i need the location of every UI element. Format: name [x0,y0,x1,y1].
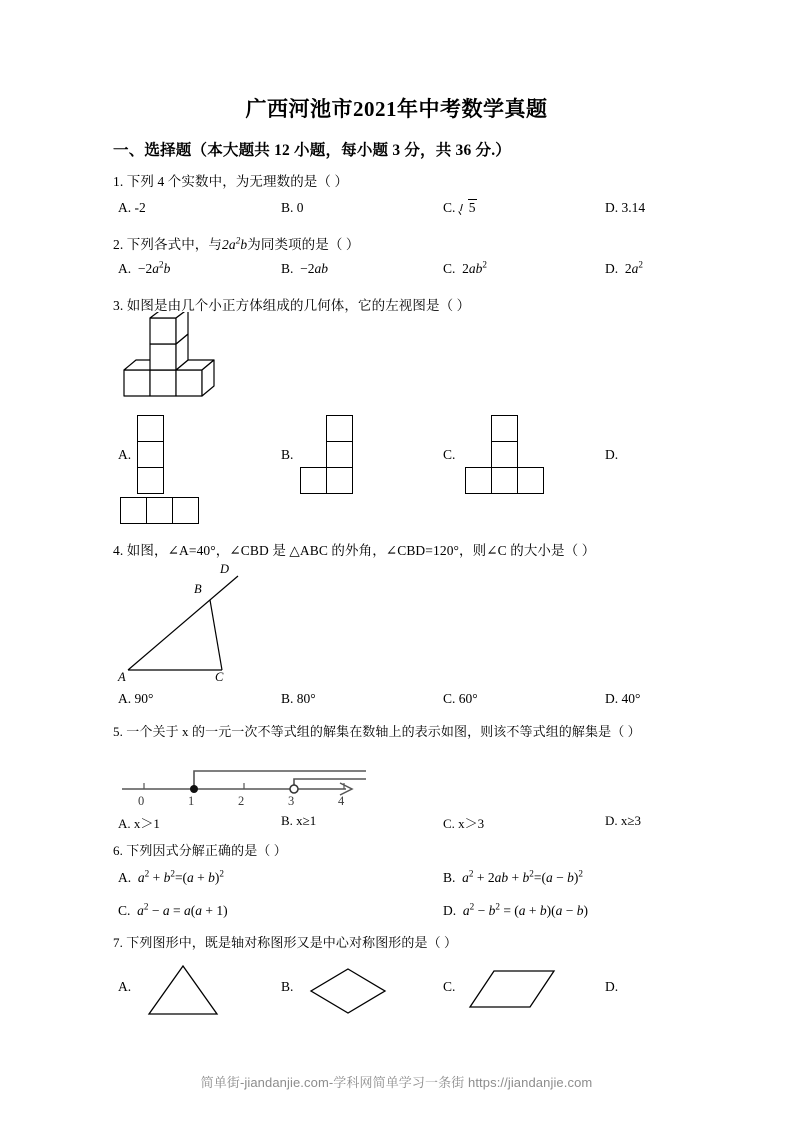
option-letter: B. [281,200,294,215]
option-letter: D. [605,813,618,828]
option-value: $2ab^2$ [458,259,487,276]
stem-expression [222,237,247,252]
triangle-icon [145,962,221,1020]
page-title: 广西河池市2021年中考数学真题 [245,97,548,121]
question-2-stem [113,233,360,253]
closed-endpoint-dot [190,785,198,793]
question-1-option-a [118,200,146,216]
question-2-option-d [605,261,643,277]
grid-cell [491,467,518,494]
question-7-option-d-label: D. [605,979,619,994]
question-2-option-b [281,261,328,277]
section-heading: 一、选择题（本大题共 12 小题，每小题 3 分，共 36 分.） [113,142,511,159]
tick-label-4: 4 [338,794,345,808]
question-7-stem: 7. 下列图形中，既是轴对称图形又是中心对称图形的是（ ） [113,935,458,950]
vertex-label-c: C [215,670,224,684]
parallelogram-icon [468,965,558,1013]
open-endpoint-circle [290,785,298,793]
stem-expr-exponent: 2 [235,235,241,246]
vertex-label-d: D [220,562,230,576]
option-value: −2ab [296,261,329,276]
option-letter: C. [443,691,456,706]
question-3-option-b-label: B. [281,447,294,462]
option-letter: C. [443,261,456,276]
option-value: x≥3 [620,813,642,828]
option-value: $a^2 - a = a(a + 1)$ [137,901,228,918]
question-7-shape-triangle [145,962,221,1025]
question-3-option-c-label: C. [443,447,456,462]
grid-cell [137,467,164,494]
question-5-option-a [118,813,160,832]
question-6-option-d [443,903,588,919]
question-4-triangle-figure [112,560,287,690]
grid-cell [326,467,353,494]
stem-text-post: 为同类项的是（ ） [247,237,360,252]
question-6-option-a [118,870,224,886]
vertex-label-a: A [118,670,126,684]
option-letter: C. [118,903,131,918]
question-5-option-c [443,813,484,832]
grid-cell [326,441,353,468]
grid-cell [137,415,164,442]
question-3-solid-figure [118,312,238,409]
question-1-option-b [281,200,304,216]
option-letter: D. [443,903,457,918]
question-7-option-c-label: C. [443,979,456,994]
question-7-shape-rhombus [307,965,389,1022]
grid-cell [172,497,199,524]
question-2-option-c [443,261,487,277]
option-letter: B. [443,870,456,885]
option-letter: B. [281,813,293,828]
option-value: $-2a^2b$ [134,259,171,276]
option-value: $a^2 + b^2=(a + b)^2$ [137,868,225,885]
option-letter: B. [281,261,294,276]
question-5-option-b [281,813,316,829]
option-value: $a^2 + 2ab + b^2=(a - b)^2$ [462,868,583,885]
option-letter: A. [118,691,132,706]
question-4-stem: 4. 如图，∠A=40°，∠CBD 是 △ABC 的外角，∠CBD=120°，则∠C 的大小是（ ） [113,543,596,558]
question-6-option-b [443,870,583,886]
option-letter: C. [443,816,455,831]
question-4-option-b [281,691,316,707]
grid-cell [300,467,327,494]
option-value: 3.14 [621,200,646,215]
question-4-option-d [605,691,640,707]
option-value: x≥1 [296,813,317,828]
option-letter: A. [118,816,131,831]
question-1-option-c [443,198,477,216]
question-3-stem: 3. 如图是由几个小正方体组成的几何体，它的左视图是（ ） [113,298,471,313]
rhombus-icon [307,965,389,1017]
question-5-stem: 5. 一个关于 x 的一元一次不等式组的解集在数轴上的表示如图，则该不等式组的解集是（ ） [113,724,641,739]
question-6-stem: 6. 下列因式分解正确的是（ ） [113,843,287,858]
tick-label-2: 2 [238,794,245,808]
square-root-icon [459,198,477,216]
grid-cell [146,497,173,524]
option-value: -2 [134,200,146,215]
option-letter: D. [605,261,619,276]
option-letter: D. [605,200,619,215]
option-value: 90° [134,691,154,706]
question-4-option-a [118,691,153,707]
question-3-option-b-figure [300,415,358,499]
question-7-option-a-label: A. [118,979,132,994]
grid-cell [137,441,164,468]
option-value: x＞1 [133,816,160,831]
option-value: x＞3 [458,816,485,831]
question-4-option-c [443,691,478,707]
tick-label-0: 0 [138,794,145,808]
question-5-option-d [605,813,641,829]
tick-label-3: 3 [288,794,295,808]
option-letter: C. [443,200,456,215]
question-3-option-d-label: D. [605,447,619,462]
vertex-label-b: B [194,582,202,596]
question-1-option-d [605,200,645,216]
option-value: 5 [468,200,476,215]
footer-watermark: 简单街-jiandanjie.com-学科网简单学习一条街 https://jiandanjie.com [200,1075,593,1090]
option-letter: A. [118,200,132,215]
option-value: $2a^2$ [621,259,643,276]
option-letter: D. [605,691,619,706]
tick-label-1: 1 [188,794,195,808]
cube-solid-svg [118,312,238,404]
grid-cell [491,415,518,442]
question-3-option-a-label: A. [118,447,132,462]
grid-cell [120,497,147,524]
question-3-option-a-figure [137,415,167,499]
stem-expr-base: 2a [222,237,236,252]
question-5-number-line-figure [118,758,370,815]
option-letter: A. [118,870,132,885]
option-letter: B. [281,691,294,706]
triangle-exterior-angle-svg [112,560,287,685]
question-3-option-c-figure [465,415,549,499]
option-letter: A. [118,261,132,276]
option-value: 80° [296,691,316,706]
question-7-option-b-label: B. [281,979,294,994]
question-3-option-d-figure [120,497,204,527]
question-1-stem: 1. 下列 4 个实数中，为无理数的是（ ） [113,174,349,189]
grid-cell [465,467,492,494]
stem-expr-tail: b [240,237,248,252]
grid-cell [326,415,353,442]
stem-text-pre: 2. 下列各式中，与 [113,237,222,252]
grid-cell [491,441,518,468]
grid-cell [517,467,544,494]
option-value: 0 [296,200,304,215]
option-value: $a^2 - b^2 = (a + b)(a - b)$ [462,901,589,918]
option-value: 60° [458,691,478,706]
option-value: 40° [621,691,641,706]
question-2-option-a [118,261,170,277]
question-6-option-c [118,903,228,919]
question-7-shape-parallelogram [468,965,558,1018]
